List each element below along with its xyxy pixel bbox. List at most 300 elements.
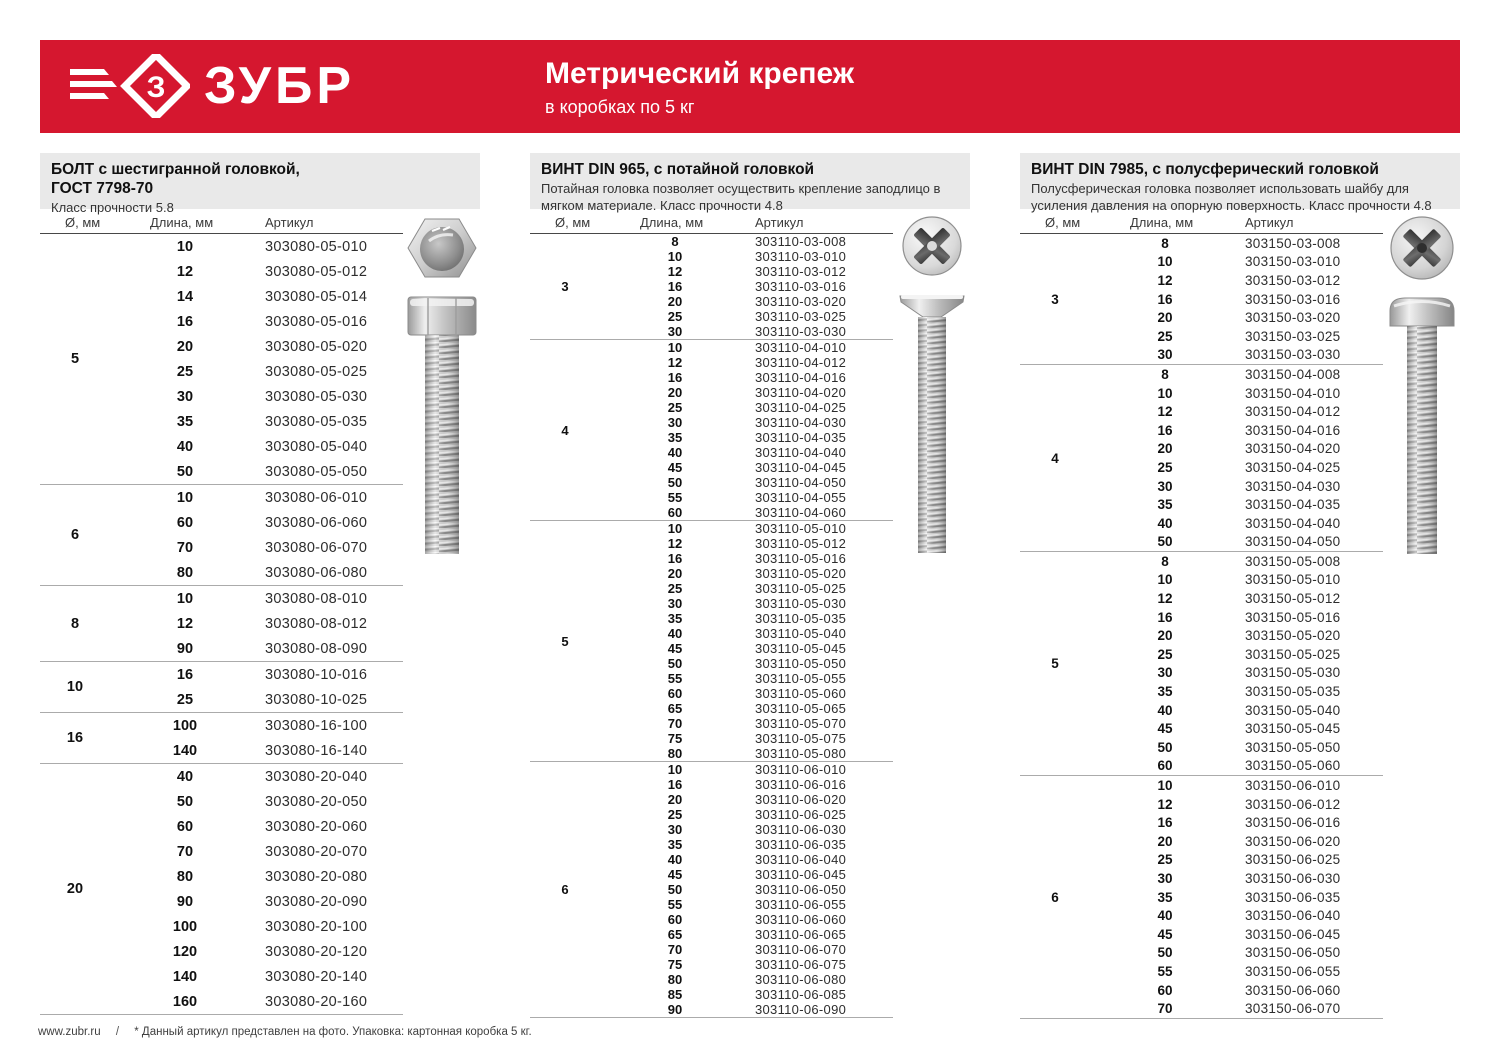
- table-row: [600, 626, 893, 641]
- length-cell: 8: [671, 234, 679, 249]
- article-cell: 303110-04-012: [755, 355, 847, 370]
- svg-text:З: З: [146, 71, 166, 104]
- diameter-group: [530, 520, 893, 761]
- length-cell: 30: [667, 415, 683, 430]
- section-title-line1: ВИНТ DIN 7985, с полусферический головкой: [1031, 161, 1379, 178]
- table-row: [110, 636, 403, 661]
- length-cell: 30: [1157, 870, 1173, 886]
- length-cell: 10: [176, 590, 194, 607]
- article-cell: 303150-04-008: [1245, 366, 1341, 382]
- section-description: Потайная головка позволяет осуществить крепление заподлицо в мягком материале. Класс прочности 4.8: [541, 181, 941, 213]
- length-cell: 12: [1157, 796, 1173, 812]
- brand-band: [40, 40, 1460, 133]
- hex-bolt-head-top-photo: [407, 215, 477, 281]
- table-row: [1090, 327, 1383, 346]
- table-header: [40, 209, 403, 234]
- article-cell: 303080-06-070: [265, 539, 368, 556]
- table-row: [600, 942, 893, 957]
- article-cell: 303150-06-016: [1245, 815, 1341, 831]
- article-cell: 303110-05-060: [755, 686, 847, 701]
- article-cell: 303110-05-030: [755, 596, 847, 611]
- article-cell: 303150-05-060: [1245, 758, 1341, 774]
- table-row: [600, 521, 893, 536]
- length-cell: 35: [1157, 684, 1173, 700]
- table-row: [600, 264, 893, 279]
- length-cell: 16: [667, 777, 683, 792]
- article-cell: 303110-05-065: [755, 701, 847, 716]
- article-cell: 303110-06-080: [755, 972, 847, 987]
- article-cell: 303110-06-030: [755, 822, 847, 837]
- article-cell: 303080-05-050: [265, 463, 368, 480]
- table-row: [110, 259, 403, 284]
- table-row: [1090, 253, 1383, 272]
- length-cell: 50: [667, 656, 683, 671]
- length-cell: 35: [1157, 497, 1173, 513]
- table-row: [1090, 813, 1383, 832]
- length-cell: 75: [667, 731, 683, 746]
- table-row: [1090, 533, 1383, 552]
- article-cell: 303110-03-012: [755, 264, 847, 279]
- table-row: [110, 535, 403, 560]
- countersunk-screw-side-photo: [899, 290, 965, 558]
- article-cell: 303110-06-050: [755, 882, 847, 897]
- article-cell: 303150-03-025: [1245, 328, 1341, 344]
- length-cell: 20: [176, 338, 194, 355]
- table-row: [1090, 458, 1383, 477]
- length-cell: 45: [667, 460, 683, 475]
- diameter-cell: 8: [70, 615, 80, 632]
- length-cell: 70: [176, 843, 194, 860]
- length-cell: 16: [1157, 815, 1173, 831]
- article-cell: 303080-05-020: [265, 338, 368, 355]
- length-cell: 16: [667, 279, 683, 294]
- length-cell: 50: [176, 793, 194, 810]
- article-cell: 303110-05-045: [755, 641, 847, 656]
- article-cell: 303150-05-040: [1245, 702, 1341, 718]
- article-cell: 303110-04-020: [755, 385, 847, 400]
- diameter-group: [40, 763, 403, 1014]
- table-row: [600, 400, 893, 415]
- length-cell: 40: [1157, 515, 1173, 531]
- article-cell: 303080-06-060: [265, 514, 368, 531]
- article-cell: 303110-06-025: [755, 807, 847, 822]
- article-cell: 303110-03-020: [755, 294, 847, 309]
- article-cell: 303110-06-035: [755, 837, 847, 852]
- article-cell: 303080-16-100: [265, 717, 368, 734]
- table-row: [110, 485, 403, 510]
- table-row: [600, 370, 893, 385]
- diameter-group: [40, 661, 403, 712]
- table-row: [110, 864, 403, 889]
- article-cell: 303150-06-010: [1245, 778, 1341, 794]
- article-cell: 303110-05-025: [755, 581, 847, 596]
- article-cell: 303110-05-016: [755, 551, 847, 566]
- length-cell: 70: [667, 942, 683, 957]
- length-cell: 60: [176, 818, 194, 835]
- article-cell: 303150-05-050: [1245, 739, 1341, 755]
- table-row: [600, 671, 893, 686]
- length-cell: 40: [667, 445, 683, 460]
- length-cell: 100: [172, 918, 198, 935]
- table-row: [600, 987, 893, 1002]
- article-cell: 303110-04-055: [755, 490, 847, 505]
- article-cell: 303080-05-025: [265, 363, 368, 380]
- article-cell: 303150-03-020: [1245, 310, 1341, 326]
- table-row: [600, 596, 893, 611]
- table-row: [600, 716, 893, 731]
- article-cell: 303110-03-016: [755, 279, 847, 294]
- section-title: [541, 160, 960, 179]
- article-cell: 303150-06-050: [1245, 945, 1341, 961]
- article-cell: 303150-05-025: [1245, 646, 1341, 662]
- table-row: [600, 460, 893, 475]
- section-description: Класс прочности 5.8: [51, 200, 174, 215]
- length-cell: 70: [667, 716, 683, 731]
- table-row: [1090, 664, 1383, 683]
- length-cell: 140: [172, 742, 198, 759]
- table-row: [1090, 719, 1383, 738]
- diameter-cell: 6: [70, 527, 80, 543]
- length-cell: 60: [667, 686, 683, 701]
- article-cell: 303110-05-035: [755, 611, 847, 626]
- article-cell: 303110-06-065: [755, 927, 847, 942]
- diameter-group: [530, 761, 893, 1017]
- length-cell: 30: [667, 324, 683, 339]
- table-row: [1090, 645, 1383, 664]
- product-photos: [894, 215, 970, 558]
- table-row: [600, 1002, 893, 1017]
- article-cell: 303150-05-016: [1245, 609, 1341, 625]
- table-row: [110, 713, 403, 738]
- article-cell: 303110-06-090: [755, 1002, 847, 1017]
- article-cell: 303080-10-025: [265, 691, 368, 708]
- table-row: [600, 686, 893, 701]
- table-row: [110, 284, 403, 309]
- section-header: [40, 153, 480, 215]
- length-cell: 80: [667, 972, 683, 987]
- length-cell: 25: [1157, 646, 1173, 662]
- table-row: [1090, 495, 1383, 514]
- length-cell: 55: [667, 897, 683, 912]
- article-cell: 303110-04-035: [755, 430, 847, 445]
- column-header-article: Артикул: [1245, 215, 1294, 230]
- table-row: [110, 359, 403, 384]
- diameter-group: [1020, 551, 1383, 775]
- table-header: [1020, 209, 1383, 234]
- article-cell: 303150-04-025: [1245, 459, 1341, 475]
- table-row: [1090, 514, 1383, 533]
- length-cell: 60: [1157, 982, 1173, 998]
- length-cell: 55: [667, 671, 683, 686]
- length-cell: 75: [667, 957, 683, 972]
- length-cell: 30: [1157, 347, 1173, 363]
- diameter-group: [1020, 364, 1383, 551]
- table-row: [110, 914, 403, 939]
- table-row: [1090, 421, 1383, 440]
- diameter-cell: 5: [1051, 656, 1059, 672]
- article-cell: 303110-04-030: [755, 415, 847, 430]
- article-cell: 303110-04-025: [755, 400, 847, 415]
- section-title: [51, 160, 470, 198]
- section-hex-bolt: [40, 153, 480, 1015]
- table-row: [110, 611, 403, 636]
- table-row: [600, 566, 893, 581]
- table-row: [600, 822, 893, 837]
- product-photos: [404, 215, 480, 558]
- article-cell: 303080-10-016: [265, 666, 368, 683]
- table-row: [110, 434, 403, 459]
- article-cell: 303150-03-010: [1245, 254, 1341, 270]
- diameter-cell: 10: [66, 679, 84, 695]
- length-cell: 40: [1157, 908, 1173, 924]
- length-cell: 25: [667, 400, 683, 415]
- table-row: [600, 309, 893, 324]
- zubr-logo: [68, 54, 355, 118]
- table-row: [600, 581, 893, 596]
- section-title-line2: ГОСТ 7798-70: [51, 180, 154, 197]
- table-row: [600, 324, 893, 339]
- length-cell: 80: [176, 868, 194, 885]
- length-cell: 10: [667, 762, 683, 777]
- article-cell: 303110-03-008: [755, 234, 847, 249]
- article-cell: 303110-06-085: [755, 987, 847, 1002]
- article-cell: 303080-20-160: [265, 993, 368, 1010]
- length-cell: 8: [1161, 553, 1169, 569]
- table-row: [600, 611, 893, 626]
- length-cell: 20: [1157, 628, 1173, 644]
- table-row: [600, 490, 893, 505]
- article-cell: 303150-03-012: [1245, 272, 1341, 288]
- product-table: [530, 234, 893, 1018]
- article-cell: 303150-06-025: [1245, 852, 1341, 868]
- column-header-diameter: Ø, мм: [1045, 215, 1081, 230]
- article-cell: 303080-05-012: [265, 263, 368, 280]
- table-row: [600, 731, 893, 746]
- length-cell: 25: [176, 691, 194, 708]
- article-cell: 303080-05-016: [265, 313, 368, 330]
- article-cell: 303110-05-055: [755, 671, 847, 686]
- column-header-diameter: Ø, мм: [65, 215, 101, 230]
- article-cell: 303150-04-016: [1245, 422, 1341, 438]
- article-cell: 303080-05-040: [265, 438, 368, 455]
- article-cell: 303150-06-070: [1245, 1001, 1341, 1017]
- table-row: [1090, 869, 1383, 888]
- page-subtitle: в коробках по 5 кг: [545, 97, 695, 117]
- table-row: [1090, 384, 1383, 403]
- length-cell: 25: [176, 363, 194, 380]
- article-cell: 303150-06-060: [1245, 982, 1341, 998]
- table-row: [1090, 477, 1383, 496]
- table-row: [600, 792, 893, 807]
- length-cell: 90: [176, 893, 194, 910]
- length-cell: 50: [667, 882, 683, 897]
- table-row: [1090, 440, 1383, 459]
- table-row: [600, 551, 893, 566]
- length-cell: 35: [176, 413, 194, 430]
- article-cell: 303150-04-035: [1245, 497, 1341, 513]
- article-cell: 303110-06-010: [755, 762, 847, 777]
- section-din7985-screw: [1020, 153, 1460, 1019]
- length-cell: 20: [667, 792, 683, 807]
- table-row: [600, 927, 893, 942]
- column-header-length: Длина, мм: [150, 215, 214, 230]
- length-cell: 30: [667, 822, 683, 837]
- article-cell: 303150-05-010: [1245, 572, 1341, 588]
- length-cell: 10: [1157, 254, 1173, 270]
- table-row: [1090, 589, 1383, 608]
- length-cell: 120: [172, 943, 198, 960]
- length-cell: 10: [667, 340, 683, 355]
- length-cell: 80: [176, 564, 194, 581]
- article-cell: 303150-04-050: [1245, 534, 1341, 550]
- table-row: [600, 249, 893, 264]
- section-title-line1: БОЛТ с шестигранной головкой,: [51, 161, 300, 178]
- column-header-length: Длина, мм: [1130, 215, 1194, 230]
- diameter-cell: 4: [1051, 450, 1059, 466]
- table-row: [110, 939, 403, 964]
- article-cell: 303080-20-060: [265, 818, 368, 835]
- article-cell: 303110-06-070: [755, 942, 847, 957]
- table-row: [1090, 552, 1383, 571]
- diameter-cell: 5: [70, 351, 80, 367]
- article-cell: 303080-08-090: [265, 640, 368, 657]
- article-cell: 303150-06-045: [1245, 926, 1341, 942]
- diameter-cell: 16: [66, 730, 84, 746]
- article-cell: 303110-06-055: [755, 897, 847, 912]
- article-cell: 303110-05-080: [755, 746, 847, 761]
- length-cell: 20: [1157, 441, 1173, 457]
- article-cell: 303150-03-016: [1245, 291, 1341, 307]
- column-header-article: Артикул: [755, 215, 804, 230]
- table-row: [1090, 944, 1383, 963]
- length-cell: 160: [172, 993, 198, 1010]
- table-row: [600, 852, 893, 867]
- length-cell: 40: [667, 626, 683, 641]
- diameter-group: [1020, 775, 1383, 1018]
- table-row: [110, 889, 403, 914]
- length-cell: 16: [176, 313, 194, 330]
- length-cell: 25: [667, 309, 683, 324]
- brand-wordmark: ЗУБР: [204, 57, 356, 115]
- table-row: [1090, 925, 1383, 944]
- table-row: [1090, 234, 1383, 253]
- table-row: [600, 430, 893, 445]
- table-row: [110, 839, 403, 864]
- article-cell: 303150-06-020: [1245, 833, 1341, 849]
- table-row: [600, 505, 893, 520]
- article-cell: 303150-03-030: [1245, 347, 1341, 363]
- column-header-length: Длина, мм: [640, 215, 704, 230]
- table-row: [1090, 571, 1383, 590]
- article-cell: 303080-05-014: [265, 288, 368, 305]
- length-cell: 40: [176, 438, 194, 455]
- length-cell: 50: [1157, 534, 1173, 550]
- length-cell: 25: [1157, 459, 1173, 475]
- length-cell: 12: [1157, 272, 1173, 288]
- article-cell: 303110-05-020: [755, 566, 847, 581]
- length-cell: 65: [667, 701, 683, 716]
- article-cell: 303150-05-035: [1245, 684, 1341, 700]
- length-cell: 70: [176, 539, 194, 556]
- length-cell: 10: [667, 249, 683, 264]
- length-cell: 20: [667, 294, 683, 309]
- footer-note: * Данный артикул представлен на фото. Упаковка: картонная коробка 5 кг.: [134, 1026, 532, 1038]
- table-row: [110, 309, 403, 334]
- table-row: [600, 475, 893, 490]
- article-cell: 303080-08-010: [265, 590, 368, 607]
- article-cell: 303110-04-016: [755, 370, 847, 385]
- length-cell: 20: [1157, 310, 1173, 326]
- table-row: [1090, 851, 1383, 870]
- length-cell: 30: [1157, 665, 1173, 681]
- table-row: [600, 294, 893, 309]
- length-cell: 10: [1157, 385, 1173, 401]
- table-row: [600, 837, 893, 852]
- table-row: [600, 882, 893, 897]
- length-cell: 90: [176, 640, 194, 657]
- table-row: [110, 789, 403, 814]
- article-cell: 303110-06-045: [755, 867, 847, 882]
- table-row: [1090, 738, 1383, 757]
- length-cell: 12: [667, 264, 683, 279]
- table-row: [600, 746, 893, 761]
- diameter-cell: 3: [1051, 291, 1059, 307]
- length-cell: 60: [1157, 758, 1173, 774]
- table-row: [600, 957, 893, 972]
- table-row: [110, 384, 403, 409]
- table-row: [1090, 962, 1383, 981]
- table-row: [1090, 290, 1383, 309]
- table-row: [1090, 906, 1383, 925]
- article-cell: 303150-04-040: [1245, 515, 1341, 531]
- article-cell: 303080-16-140: [265, 742, 368, 759]
- article-cell: 303150-03-008: [1245, 235, 1341, 251]
- article-cell: 303110-05-010: [755, 521, 847, 536]
- table-row: [1090, 271, 1383, 290]
- article-cell: 303150-05-045: [1245, 721, 1341, 737]
- length-cell: 12: [176, 263, 194, 280]
- article-cell: 303080-05-035: [265, 413, 368, 430]
- table-row: [1090, 776, 1383, 795]
- length-cell: 70: [1157, 1001, 1173, 1017]
- article-cell: 303110-05-070: [755, 716, 847, 731]
- article-cell: 303080-06-010: [265, 489, 368, 506]
- table-row: [110, 989, 403, 1014]
- table-row: [600, 536, 893, 551]
- table-row: [600, 641, 893, 656]
- article-cell: 303110-04-050: [755, 475, 847, 490]
- diameter-group: [530, 339, 893, 520]
- length-cell: 25: [667, 807, 683, 822]
- product-photos: [1384, 215, 1460, 560]
- length-cell: 55: [667, 490, 683, 505]
- article-cell: 303110-06-020: [755, 792, 847, 807]
- diameter-group: [40, 712, 403, 763]
- article-cell: 303110-05-012: [755, 536, 847, 551]
- table-row: [110, 560, 403, 585]
- length-cell: 35: [1157, 889, 1173, 905]
- length-cell: 8: [1161, 235, 1169, 251]
- table-row: [600, 807, 893, 822]
- article-cell: 303080-05-010: [265, 238, 368, 255]
- article-cell: 303110-05-050: [755, 656, 847, 671]
- article-cell: 303110-06-075: [755, 957, 847, 972]
- table-row: [1090, 682, 1383, 701]
- phillips-countersunk-head-top-photo: [900, 215, 964, 277]
- table-row: [110, 964, 403, 989]
- table-row: [600, 234, 893, 249]
- length-cell: 12: [1157, 404, 1173, 420]
